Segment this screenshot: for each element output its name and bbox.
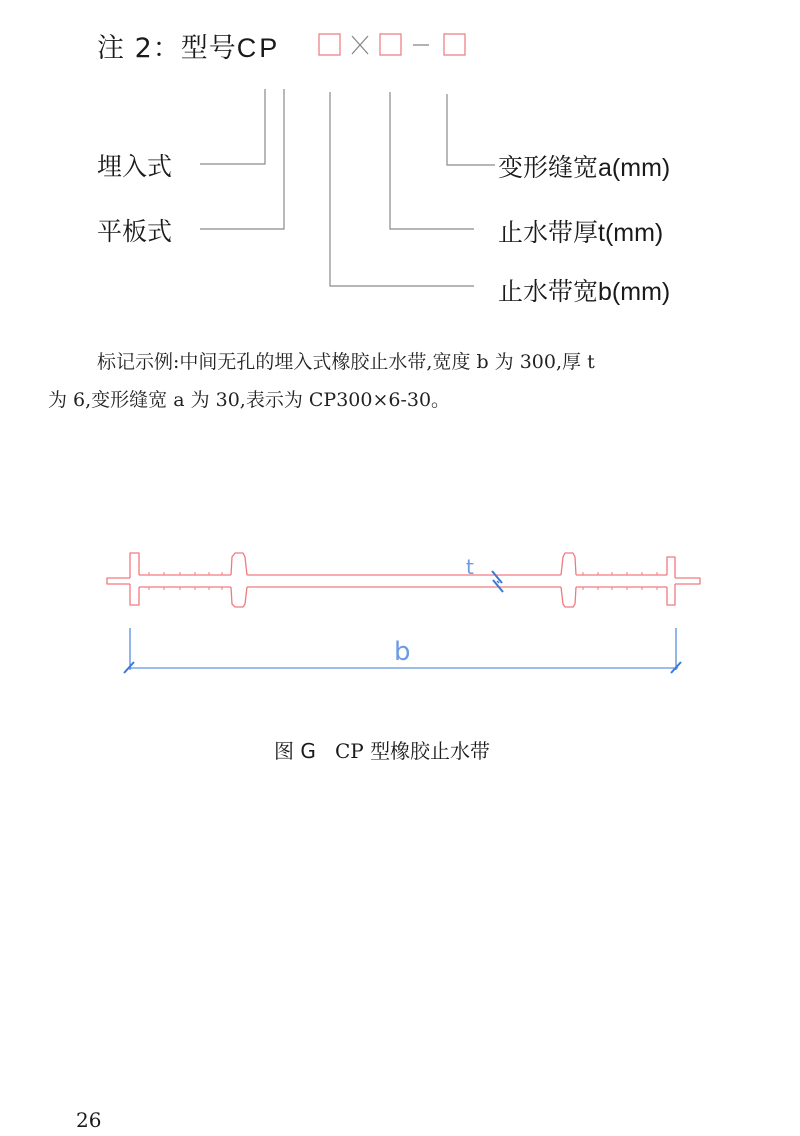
figure-caption (274, 735, 490, 764)
thickness-label: t (466, 555, 474, 579)
caption-title: 型橡胶止水带 (370, 739, 491, 763)
times-icon (352, 36, 368, 54)
legend-flat: 平板式 (97, 217, 173, 246)
example-line-2: 为 6,变形缝宽 a 为 30,表示为 CP300×6-30。 (48, 389, 451, 411)
legend-gap-width (498, 148, 670, 184)
page-number: 26 (76, 1108, 102, 1132)
thickness-dimension (492, 571, 503, 592)
caption-prefix: 图 G (274, 739, 316, 763)
leader-line-thickness (390, 92, 474, 229)
thickness-placeholder-box (380, 34, 401, 55)
leader-line-embedded (200, 89, 265, 164)
gap-placeholder-box (444, 34, 465, 55)
legend-thickness (498, 213, 663, 249)
width-label: b (394, 637, 411, 667)
leader-line-gap (447, 94, 495, 165)
legend-thickness-unit: t(mm) (598, 219, 664, 247)
legend-width-unit: b(mm) (598, 278, 671, 306)
legend-thickness-zh: 止水带厚 (498, 218, 599, 247)
legend-gap-width-zh: 变形缝宽 (498, 153, 599, 182)
leader-line-flat (200, 89, 284, 229)
caption-code: CP (334, 739, 364, 763)
width-placeholder-box (319, 34, 340, 55)
legend-embedded: 埋入式 (97, 152, 173, 181)
model-code: CP (236, 33, 281, 63)
legend-gap-width-unit: a(mm) (598, 154, 671, 182)
legend-width-zh: 止水带宽 (498, 277, 599, 306)
legend-width (498, 272, 670, 308)
example-line-1: 标记示例:中间无孔的埋入式橡胶止水带,宽度 b 为 300,厚 t (97, 351, 595, 373)
leader-line-width (330, 92, 474, 286)
waterstop-strip-drawing (107, 553, 700, 607)
model-label: 型号 (180, 33, 237, 64)
note-prefix: 注 2： (97, 33, 181, 64)
